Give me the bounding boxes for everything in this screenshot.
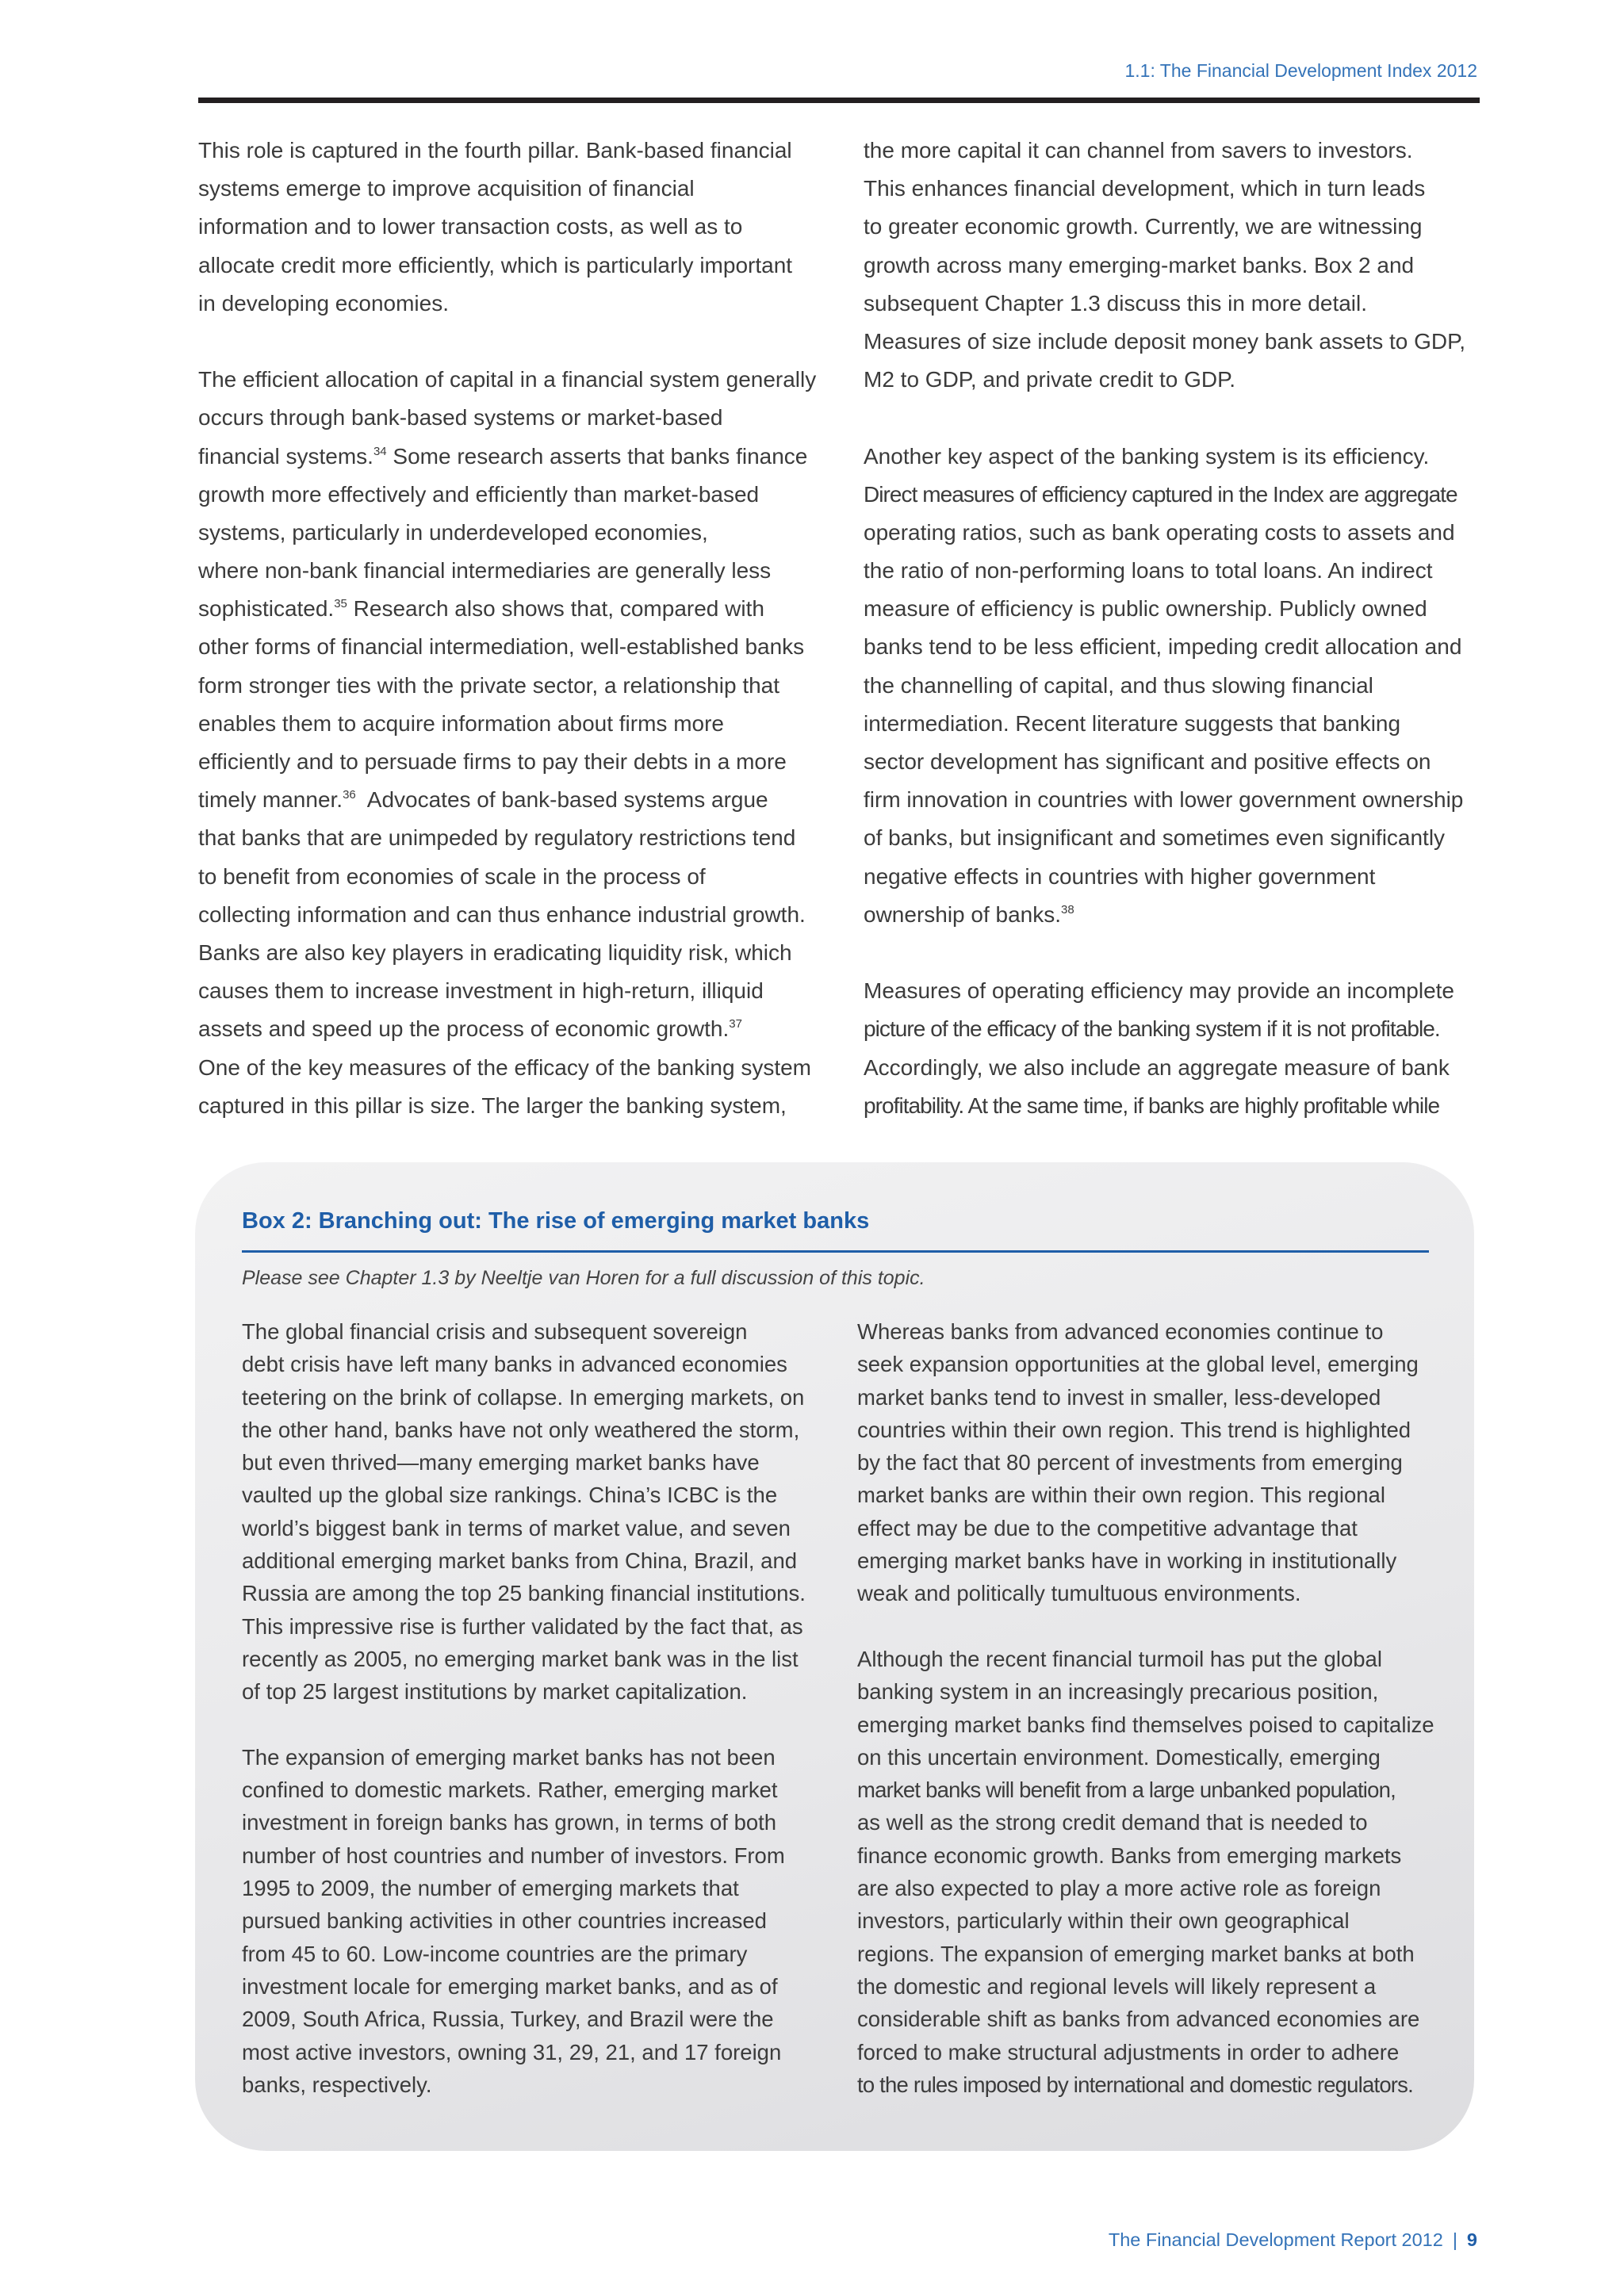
text-line: in developing economies. <box>198 290 449 316</box>
box-title: Box 2: Branching out: The rise of emerging market banks <box>242 1208 870 1234</box>
text-line: emerging market banks find themselves poised to capitalize <box>857 1712 1434 1737</box>
text-line: This role is captured in the fourth pillar. Bank-based financial <box>198 138 792 163</box>
text-line: The global financial crisis and subsequent sovereign <box>242 1319 748 1344</box>
text-line: operating ratios, such as bank operating costs to assets and <box>864 519 1455 545</box>
text-line: banks tend to be less efficient, impeding credit allocation and <box>864 634 1462 660</box>
text-line: causes them to increase investment in high-return, illiquid <box>198 978 764 1004</box>
text-line: Russia are among the top 25 banking financial institutions. <box>242 1581 806 1606</box>
footnote-ref: 35 <box>334 597 347 611</box>
text-line: by the fact that 80 percent of investments from emerging <box>857 1450 1403 1475</box>
text-line: the channelling of capital, and thus slowing financial <box>864 672 1373 698</box>
text-line: collecting information and can thus enhance industrial growth. <box>198 901 806 927</box>
text-line <box>864 896 1490 934</box>
right-text-column <box>864 132 1490 1163</box>
text-line: to greater economic growth. Currently, we are witnessing <box>864 214 1423 239</box>
text-line: firm innovation in countries with lower government ownership <box>864 787 1464 813</box>
text-line: Direct measures of efficiency captured in the Index are aggregate <box>864 481 1457 507</box>
text-line: other forms of financial intermediation, well-established banks <box>198 634 805 660</box>
text-line: systems, particularly in underdeveloped economies, <box>198 519 708 545</box>
text-line: growth more effectively and efficiently than market-based <box>198 481 760 507</box>
paragraph <box>864 132 1490 399</box>
text-line: market banks are within their own region. This regional <box>857 1483 1385 1508</box>
line-text: Research also shows that, compared with <box>347 596 764 622</box>
text-line: on this uncertain environment. Domestically, emerging <box>857 1744 1381 1770</box>
text-line: emerging market banks have in working in institutionally <box>857 1548 1397 1574</box>
text-line: banks, respectively. <box>242 2072 432 2097</box>
box-right-column <box>857 1315 1460 2133</box>
text-line: world’s biggest bank in terms of market value, and seven <box>242 1515 791 1540</box>
text-line: the domestic and regional levels will likely represent a <box>857 1973 1377 1999</box>
text-line <box>198 590 825 628</box>
box-title-rule <box>242 1250 1429 1253</box>
text-line <box>198 1010 825 1048</box>
text-line: Measures of operating efficiency may provide an incomplete <box>864 978 1454 1004</box>
text-line: systems emerge to improve acquisition of financial <box>198 176 695 201</box>
text-line: Banks are also key players in eradicating liquidity risk, which <box>198 939 792 965</box>
text-line: measure of efficiency is public ownership. Publicly owned <box>864 596 1427 622</box>
text-line: captured in this pillar is size. The larger the banking system, <box>198 1093 787 1118</box>
footnote-ref: 36 <box>343 788 356 802</box>
text-line: negative effects in countries with higher government <box>864 863 1376 889</box>
text-line: pursued banking activities in other countries increased <box>242 1908 767 1934</box>
text-line: the more capital it can channel from savers to investors. <box>864 138 1413 163</box>
text-line: banking system in an increasingly precarious position, <box>857 1679 1379 1705</box>
text-line: forced to make structural adjustments in order to adhere <box>857 2039 1400 2064</box>
text-line <box>198 781 825 819</box>
text-line: effect may be due to the competitive advantage that <box>857 1515 1358 1540</box>
text-line: market banks tend to invest in smaller, less-developed <box>857 1384 1381 1410</box>
text-line: investment in foreign banks has grown, in terms of both <box>242 1810 777 1835</box>
text-line: occurs through bank-based systems or market-based <box>198 405 723 430</box>
text-line: One of the key measures of the efficacy of the banking system <box>198 1054 812 1080</box>
footnote-ref: 38 <box>1061 902 1074 916</box>
page-number: 9 <box>1466 2229 1477 2250</box>
text-line: The expansion of emerging market banks has not been <box>242 1744 776 1770</box>
text-line: the other hand, banks have not only weathered the storm, <box>242 1417 800 1442</box>
paragraph <box>857 1315 1460 1610</box>
text-line: finance economic growth. Banks from emerging markets <box>857 1843 1402 1868</box>
text-line: debt crisis have left many banks in advanced economies <box>242 1352 787 1377</box>
text-line: picture of the efficacy of the banking system if it is not profitable. <box>864 1016 1440 1042</box>
text-line: where non-bank financial intermediaries are generally less <box>198 558 772 584</box>
text-line: considerable shift as banks from advanced economies are <box>857 2007 1420 2032</box>
text-line: but even thrived—many emerging market banks have <box>242 1450 760 1475</box>
text-line: regions. The expansion of emerging market banks at both <box>857 1941 1415 1966</box>
left-text-column <box>198 132 825 1163</box>
footnote-ref: 34 <box>373 444 387 458</box>
text-line: subsequent Chapter 1.3 discuss this in more detail. <box>864 290 1368 316</box>
footer-separator: | <box>1452 2229 1457 2250</box>
text-line: additional emerging market banks from China, Brazil, and <box>242 1548 798 1574</box>
text-line: teetering on the brink of collapse. In emerging markets, on <box>242 1384 805 1410</box>
text-line: Whereas banks from advanced economies continue to <box>857 1319 1384 1344</box>
line-text: Some research asserts that banks finance <box>386 443 808 469</box>
text-line <box>198 438 825 476</box>
text-line: 1995 to 2009, the number of emerging markets that <box>242 1876 739 1901</box>
text-line: number of host countries and number of investors. From <box>242 1843 785 1868</box>
text-line: Although the recent financial turmoil has put the global <box>857 1646 1382 1671</box>
paragraph <box>198 361 825 1125</box>
box-left-column <box>242 1315 845 2133</box>
text-line: countries within their own region. This trend is highlighted <box>857 1417 1411 1442</box>
text-line: This enhances financial development, which in turn leads <box>864 176 1426 201</box>
text-line: of banks, but insignificant and sometimes even significantly <box>864 825 1446 851</box>
text-line: intermediation. Recent literature suggests that banking <box>864 710 1401 736</box>
text-line: enables them to acquire information about firms more <box>198 710 724 736</box>
text-line: Accordingly, we also include an aggregate measure of bank <box>864 1054 1450 1080</box>
text-line: 2009, South Africa, Russia, Turkey, and Brazil were the <box>242 2007 774 2032</box>
text-line: M2 to GDP, and private credit to GDP. <box>864 367 1235 392</box>
text-line: Another key aspect of the banking system is its efficiency. <box>864 443 1430 469</box>
text-line: Measures of size include deposit money bank assets to GDP, <box>864 328 1465 354</box>
text-line: sector development has significant and positive effects on <box>864 749 1431 774</box>
text-line: investment locale for emerging market banks, and as of <box>242 1973 778 1999</box>
box-note: Please see Chapter 1.3 by Neeltje van Horen for a full discussion of this topic. <box>242 1267 925 1289</box>
paragraph <box>857 1643 1460 2101</box>
text-line: This impressive rise is further validated by the fact that, as <box>242 1613 803 1639</box>
line-text: ownership of banks. <box>864 901 1062 927</box>
page-footer <box>1109 2228 1477 2252</box>
text-line: confined to domestic markets. Rather, emerging market <box>242 1777 778 1803</box>
line-text: financial systems. <box>198 443 373 469</box>
text-line: that banks that are unimpeded by regulatory restrictions tend <box>198 825 796 851</box>
line-text: sophisticated. <box>198 596 335 622</box>
line-text: assets and speed up the process of economic growth. <box>198 1016 730 1042</box>
text-line: to the rules imposed by international and domestic regulators. <box>857 2072 1413 2097</box>
text-line: form stronger ties with the private sector, a relationship that <box>198 672 780 698</box>
running-header: 1.1: The Financial Development Index 2012 <box>1124 60 1477 81</box>
text-line: efficiently and to persuade firms to pay their debts in a more <box>198 749 787 774</box>
text-line: to benefit from economies of scale in the process of <box>198 863 706 889</box>
text-line: most active investors, owning 31, 29, 21, and 17 foreign <box>242 2039 782 2064</box>
text-line: growth across many emerging-market banks. Box 2 and <box>864 252 1415 277</box>
text-line: from 45 to 60. Low-income countries are the primary <box>242 1941 748 1966</box>
text-line: are also expected to play a more active role as foreign <box>857 1876 1381 1901</box>
text-line: investors, particularly within their own geographical <box>857 1908 1350 1934</box>
footnote-ref: 37 <box>729 1017 742 1031</box>
text-line: market banks will benefit from a large unbanked population, <box>857 1777 1396 1803</box>
text-line: profitability. At the same time, if banks are highly profitable while <box>864 1093 1440 1118</box>
text-line: the ratio of non-performing loans to total loans. An indirect <box>864 558 1433 584</box>
text-line: recently as 2005, no emerging market bank was in the list <box>242 1646 799 1671</box>
header-rule <box>198 98 1480 103</box>
text-line: weak and politically tumultuous environments. <box>857 1581 1301 1606</box>
footer-report-title: The Financial Development Report 2012 <box>1108 2229 1443 2250</box>
text-line: The efficient allocation of capital in a financial system generally <box>198 367 817 392</box>
text-line: seek expansion opportunities at the global level, emerging <box>857 1352 1419 1377</box>
paragraph <box>864 972 1490 1125</box>
box-2-panel <box>195 1162 1474 2151</box>
text-line: allocate credit more efficiently, which is particularly important <box>198 252 793 277</box>
line-text: timely manner. <box>198 787 343 813</box>
paragraph <box>242 1741 845 2101</box>
paragraph <box>864 438 1490 934</box>
paragraph <box>242 1315 845 1709</box>
paragraph <box>198 132 825 323</box>
text-line: vaulted up the global size rankings. China’s ICBC is the <box>242 1483 778 1508</box>
line-text: Advocates of bank-based systems argue <box>355 787 768 813</box>
text-line: of top 25 largest institutions by market capitalization. <box>242 1679 748 1705</box>
text-line: as well as the strong credit demand that is needed to <box>857 1810 1368 1835</box>
text-line: information and to lower transaction costs, as well as to <box>198 214 743 239</box>
